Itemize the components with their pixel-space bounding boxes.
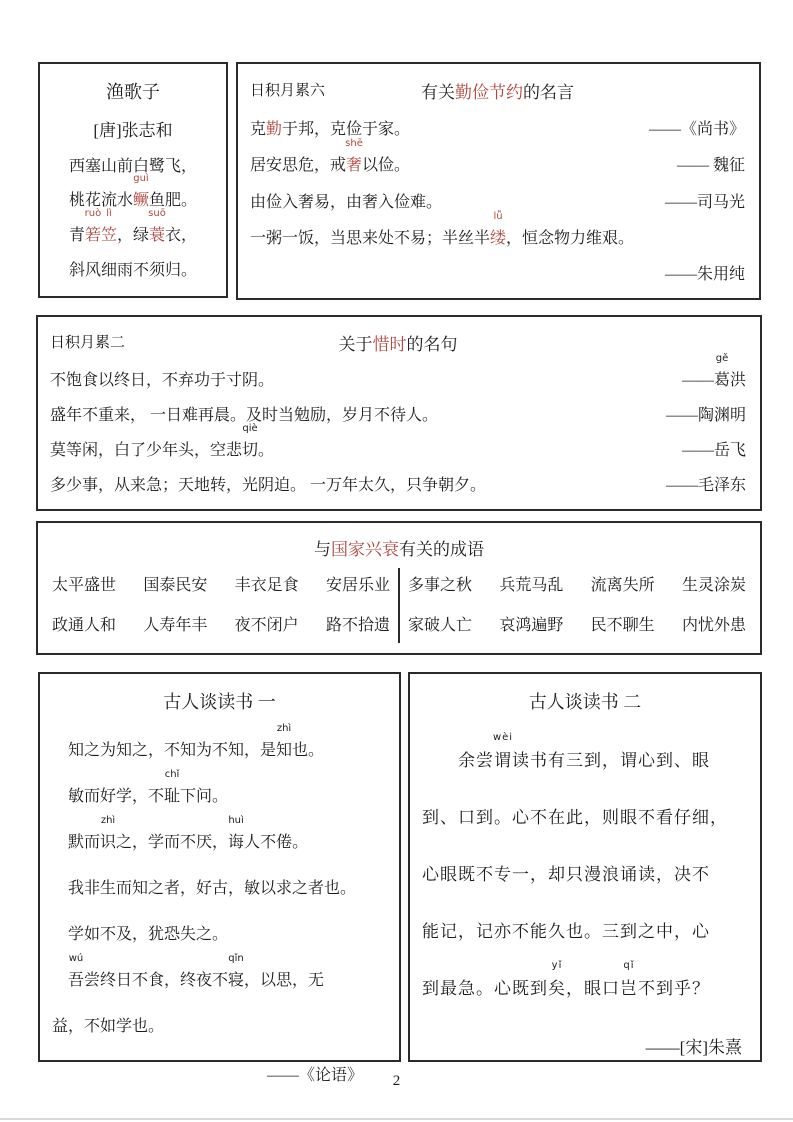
text-segment: 不到乎？ <box>638 979 710 998</box>
section-label: 日积月累二 <box>50 335 126 351</box>
poem-author: [唐]张志和 <box>93 120 173 140</box>
text-segment: 一粥一饭，当思来处不易；半丝半 <box>250 229 491 247</box>
idiom-item: 丰衣足食 <box>234 577 299 595</box>
quote-attribution <box>681 353 746 390</box>
idioms-card <box>36 521 762 655</box>
text-line <box>422 732 748 771</box>
section-header <box>50 330 746 355</box>
idiom-row <box>408 612 746 635</box>
text-segment: 桃花流水 <box>68 192 133 210</box>
quote-text <box>50 367 274 390</box>
text-segment: 莫等闲，白了少年头，空悲 <box>50 442 243 459</box>
idiom-item: 人寿年丰 <box>143 616 208 634</box>
annotated-char: 诲 huì <box>228 815 245 851</box>
text-segment: 国家兴衰 <box>331 540 399 559</box>
poem-title: 渔歌子 <box>106 82 160 102</box>
annotated-char: 识 zhì <box>100 815 117 851</box>
pinyin-annotation: guì <box>133 173 149 185</box>
idiom-row <box>52 612 390 635</box>
text-segment: 心眼既不专一，却只漫浪诵读，决不 <box>422 865 710 884</box>
text-line <box>69 257 197 280</box>
text-segment: ——岳飞 <box>681 442 746 459</box>
text-line <box>52 723 387 760</box>
idiom-item: 多事之秋 <box>408 577 473 595</box>
annotated-char: 箬 ruò <box>84 208 102 245</box>
quote-text <box>250 138 411 175</box>
quote-attribution <box>649 116 745 139</box>
annotated-char: 切 qiè <box>242 423 259 459</box>
quote-attribution <box>665 261 745 284</box>
annotated-char: 谓 wèi <box>492 732 514 770</box>
text-segment: ——朱用纯 <box>664 265 745 283</box>
text-segment: 益，不如学也。 <box>52 1018 165 1035</box>
text-line <box>68 173 198 210</box>
quote-text <box>50 423 275 460</box>
text-line <box>52 815 387 852</box>
text-segment: 克 <box>250 121 267 139</box>
quote-text <box>50 472 486 495</box>
text-segment: 不饱食以终日，不弃功于寸阴。 <box>50 372 275 389</box>
pinyin-annotation: wèi <box>492 732 514 743</box>
text-segment: ，恒念物力维艰。 <box>506 229 635 247</box>
pinyin-annotation: shē <box>345 138 363 150</box>
quote-row <box>250 210 745 248</box>
text-segment: 学如不及，犹恐失之。 <box>68 926 229 943</box>
text-segment: 斜风细雨不须归。 <box>68 261 197 279</box>
text-segment: 关于 <box>338 335 373 354</box>
quote-row <box>50 353 746 390</box>
quote-text <box>250 210 635 248</box>
quote-text <box>250 189 442 212</box>
text-segment: 默而 <box>68 834 101 851</box>
text-line <box>52 921 387 944</box>
idiom-item: 夜不闭户 <box>234 616 299 634</box>
text-segment: —— <box>681 372 714 389</box>
pinyin-annotation: yǐ <box>551 960 563 971</box>
annotated-char: 缕 lǚ <box>490 210 507 247</box>
text-segment: 知之为知之，不知为不知，是 <box>68 742 277 759</box>
text-segment: 能记，记亦不能久也。三到之中，心 <box>422 922 710 941</box>
text-line <box>422 803 748 828</box>
text-segment: ——陶渊明 <box>665 407 746 424</box>
pinyin-annotation: zhì <box>100 815 116 826</box>
pinyin-annotation: wú <box>68 953 84 964</box>
text-line <box>422 960 748 999</box>
text-segment: 惜时 <box>372 335 407 354</box>
pinyin-annotation: qǐ <box>623 960 635 971</box>
annotated-char: 吾 wú <box>68 953 85 989</box>
pinyin-annotation: chǐ <box>164 769 180 780</box>
idiom-item: 哀鸿遍野 <box>499 616 564 634</box>
annotated-char: 知 zhì <box>276 723 293 759</box>
idioms-decline-column <box>400 564 754 643</box>
text-segment: 由俭入奢易，由奢入俭难。 <box>250 193 443 211</box>
idiom-row <box>408 572 746 595</box>
quote-row <box>50 472 746 495</box>
annotated-char: 耻 chǐ <box>164 769 181 805</box>
quote-text <box>50 402 438 425</box>
text-segment: 青 <box>68 227 85 245</box>
idiom-item: 路不拾遗 <box>325 616 390 634</box>
text-segment: 有关 <box>421 83 455 102</box>
idiom-row <box>52 572 390 595</box>
text-line <box>422 917 748 942</box>
pinyin-annotation: zhì <box>276 723 292 734</box>
text-segment: 之，学而不厌， <box>116 834 229 851</box>
idiom-item: 政通人和 <box>52 616 117 634</box>
idiom-columns <box>44 564 754 643</box>
pinyin-annotation: lì <box>106 208 112 220</box>
idioms-prosperity-column <box>44 564 398 643</box>
text-segment: —— 魏征 <box>676 157 745 175</box>
text-segment: 读书有三到，谓心到、眼 <box>512 751 710 770</box>
quote-row <box>250 189 745 212</box>
ancients-on-reading-1-card <box>38 672 401 1084</box>
essay-title: 古人谈读书 二 <box>528 692 642 712</box>
text-segment: ，绿 <box>117 227 150 245</box>
text-segment: 人不倦。 <box>244 834 309 851</box>
section-title <box>421 83 574 102</box>
text-segment: 尝终日不食，终夜不 <box>84 972 229 989</box>
idiom-item: 兵荒马乱 <box>499 577 564 595</box>
text-segment: 余尝 <box>458 751 494 770</box>
text-line <box>52 953 387 990</box>
text-segment: 盛年不重来， 一日难再晨。及时当勉励，岁月不待人。 <box>50 407 439 424</box>
idiom-item: 民不聊生 <box>590 616 655 634</box>
quote-row <box>250 261 745 284</box>
text-segment: ——[宋]朱熹 <box>645 1038 742 1057</box>
essay-title: 古人谈读书 一 <box>163 692 276 712</box>
section-label: 日积月累六 <box>250 83 326 99</box>
text-segment: 勤俭节约 <box>455 83 523 102</box>
annotated-char: 奢 shē <box>345 138 363 175</box>
text-segment: 的名句 <box>406 335 458 354</box>
fishermans-song-card <box>38 62 228 298</box>
text-segment: 于邦，克俭于家。 <box>282 121 411 139</box>
page-number: 2 <box>392 1073 401 1089</box>
pinyin-annotation: qǐn <box>228 953 244 964</box>
text-line <box>52 875 387 898</box>
text-segment: 居安思危，戒 <box>250 157 347 175</box>
idiom-item: 流离失所 <box>590 577 655 595</box>
idioms-title <box>44 535 754 560</box>
idiom-item: 太平盛世 <box>52 577 117 595</box>
pinyin-annotation: lǚ <box>493 210 503 222</box>
text-segment: 勤 <box>266 121 283 139</box>
idiom-item: 家破人亡 <box>408 616 473 634</box>
idiom-item: 生灵涂炭 <box>681 577 746 595</box>
annotated-char: 矣 yǐ <box>548 960 566 998</box>
quote-row <box>250 116 745 139</box>
pinyin-annotation: qiè <box>242 423 258 434</box>
text-segment: 的名言 <box>523 83 574 102</box>
time-sayings-card <box>36 315 762 511</box>
essay-attribution <box>422 1033 748 1058</box>
quote-row <box>250 138 745 175</box>
quote-attribution <box>682 437 746 460</box>
idiom-item: 安居乐业 <box>325 577 390 595</box>
text-line <box>52 769 387 806</box>
text-segment: ——《论语》 <box>266 1067 363 1084</box>
text-segment: 下问。 <box>180 788 229 805</box>
annotated-char: 笠 lì <box>100 208 117 245</box>
annotated-char: 葛 gě <box>713 353 730 389</box>
quote-row <box>50 423 746 460</box>
annotated-char: 寝 qǐn <box>228 953 245 989</box>
text-segment: 衣， <box>165 227 198 245</box>
annotated-char: 岂 qǐ <box>620 960 638 998</box>
quote-text <box>250 116 410 139</box>
quote-row <box>50 402 746 425</box>
ancients-on-reading-2-card <box>408 672 762 1062</box>
text-segment: ，眼口 <box>566 979 620 998</box>
text-segment: 。 <box>258 442 275 459</box>
text-segment: 有关的成语 <box>399 540 484 559</box>
pinyin-annotation: ruò <box>84 208 102 220</box>
text-segment: 敏而好学，不 <box>68 788 165 805</box>
pinyin-annotation: suō <box>148 208 166 220</box>
text-segment: 我非生而知之者，好古，敏以求之者也。 <box>68 880 357 897</box>
text-segment: 洪 <box>729 372 746 389</box>
annotated-char: 蓑 suō <box>148 208 166 245</box>
pinyin-annotation: huì <box>228 815 244 826</box>
text-segment: 到、口到。心不在此，则眼不看仔细， <box>422 808 728 827</box>
text-segment: 西塞山前白鹭飞， <box>68 157 197 175</box>
text-line <box>52 1013 387 1036</box>
scan-edge-line <box>0 1118 793 1120</box>
quote-attribution <box>666 472 746 495</box>
quote-attribution <box>677 152 745 175</box>
text-line <box>68 208 198 245</box>
text-segment: 与 <box>314 540 331 559</box>
idiom-item: 国泰民安 <box>143 577 208 595</box>
text-segment: 鱼肥。 <box>149 192 198 210</box>
text-segment: 以俭。 <box>362 157 411 175</box>
text-segment: ——《尚书》 <box>648 121 745 139</box>
text-segment: ，以思，无 <box>244 972 325 989</box>
quote-attribution <box>665 189 745 212</box>
pinyin-annotation: gě <box>715 353 729 364</box>
annotated-char: 鳜 guì <box>132 173 149 210</box>
text-segment: 也。 <box>292 742 325 759</box>
text-segment: ——司马光 <box>664 193 745 211</box>
section-title <box>339 335 458 354</box>
quote-attribution <box>666 402 746 425</box>
idiom-item: 内忧外患 <box>681 616 746 634</box>
section-header <box>250 78 745 103</box>
text-segment: 到最急。心既到 <box>422 979 548 998</box>
thrift-sayings-card <box>236 62 761 300</box>
text-line <box>69 153 197 176</box>
text-segment: ——毛泽东 <box>665 477 746 494</box>
text-segment: 多少事，从来急；天地转，光阴迫。 一万年太久，只争朝夕。 <box>50 477 487 494</box>
text-line <box>422 860 748 885</box>
